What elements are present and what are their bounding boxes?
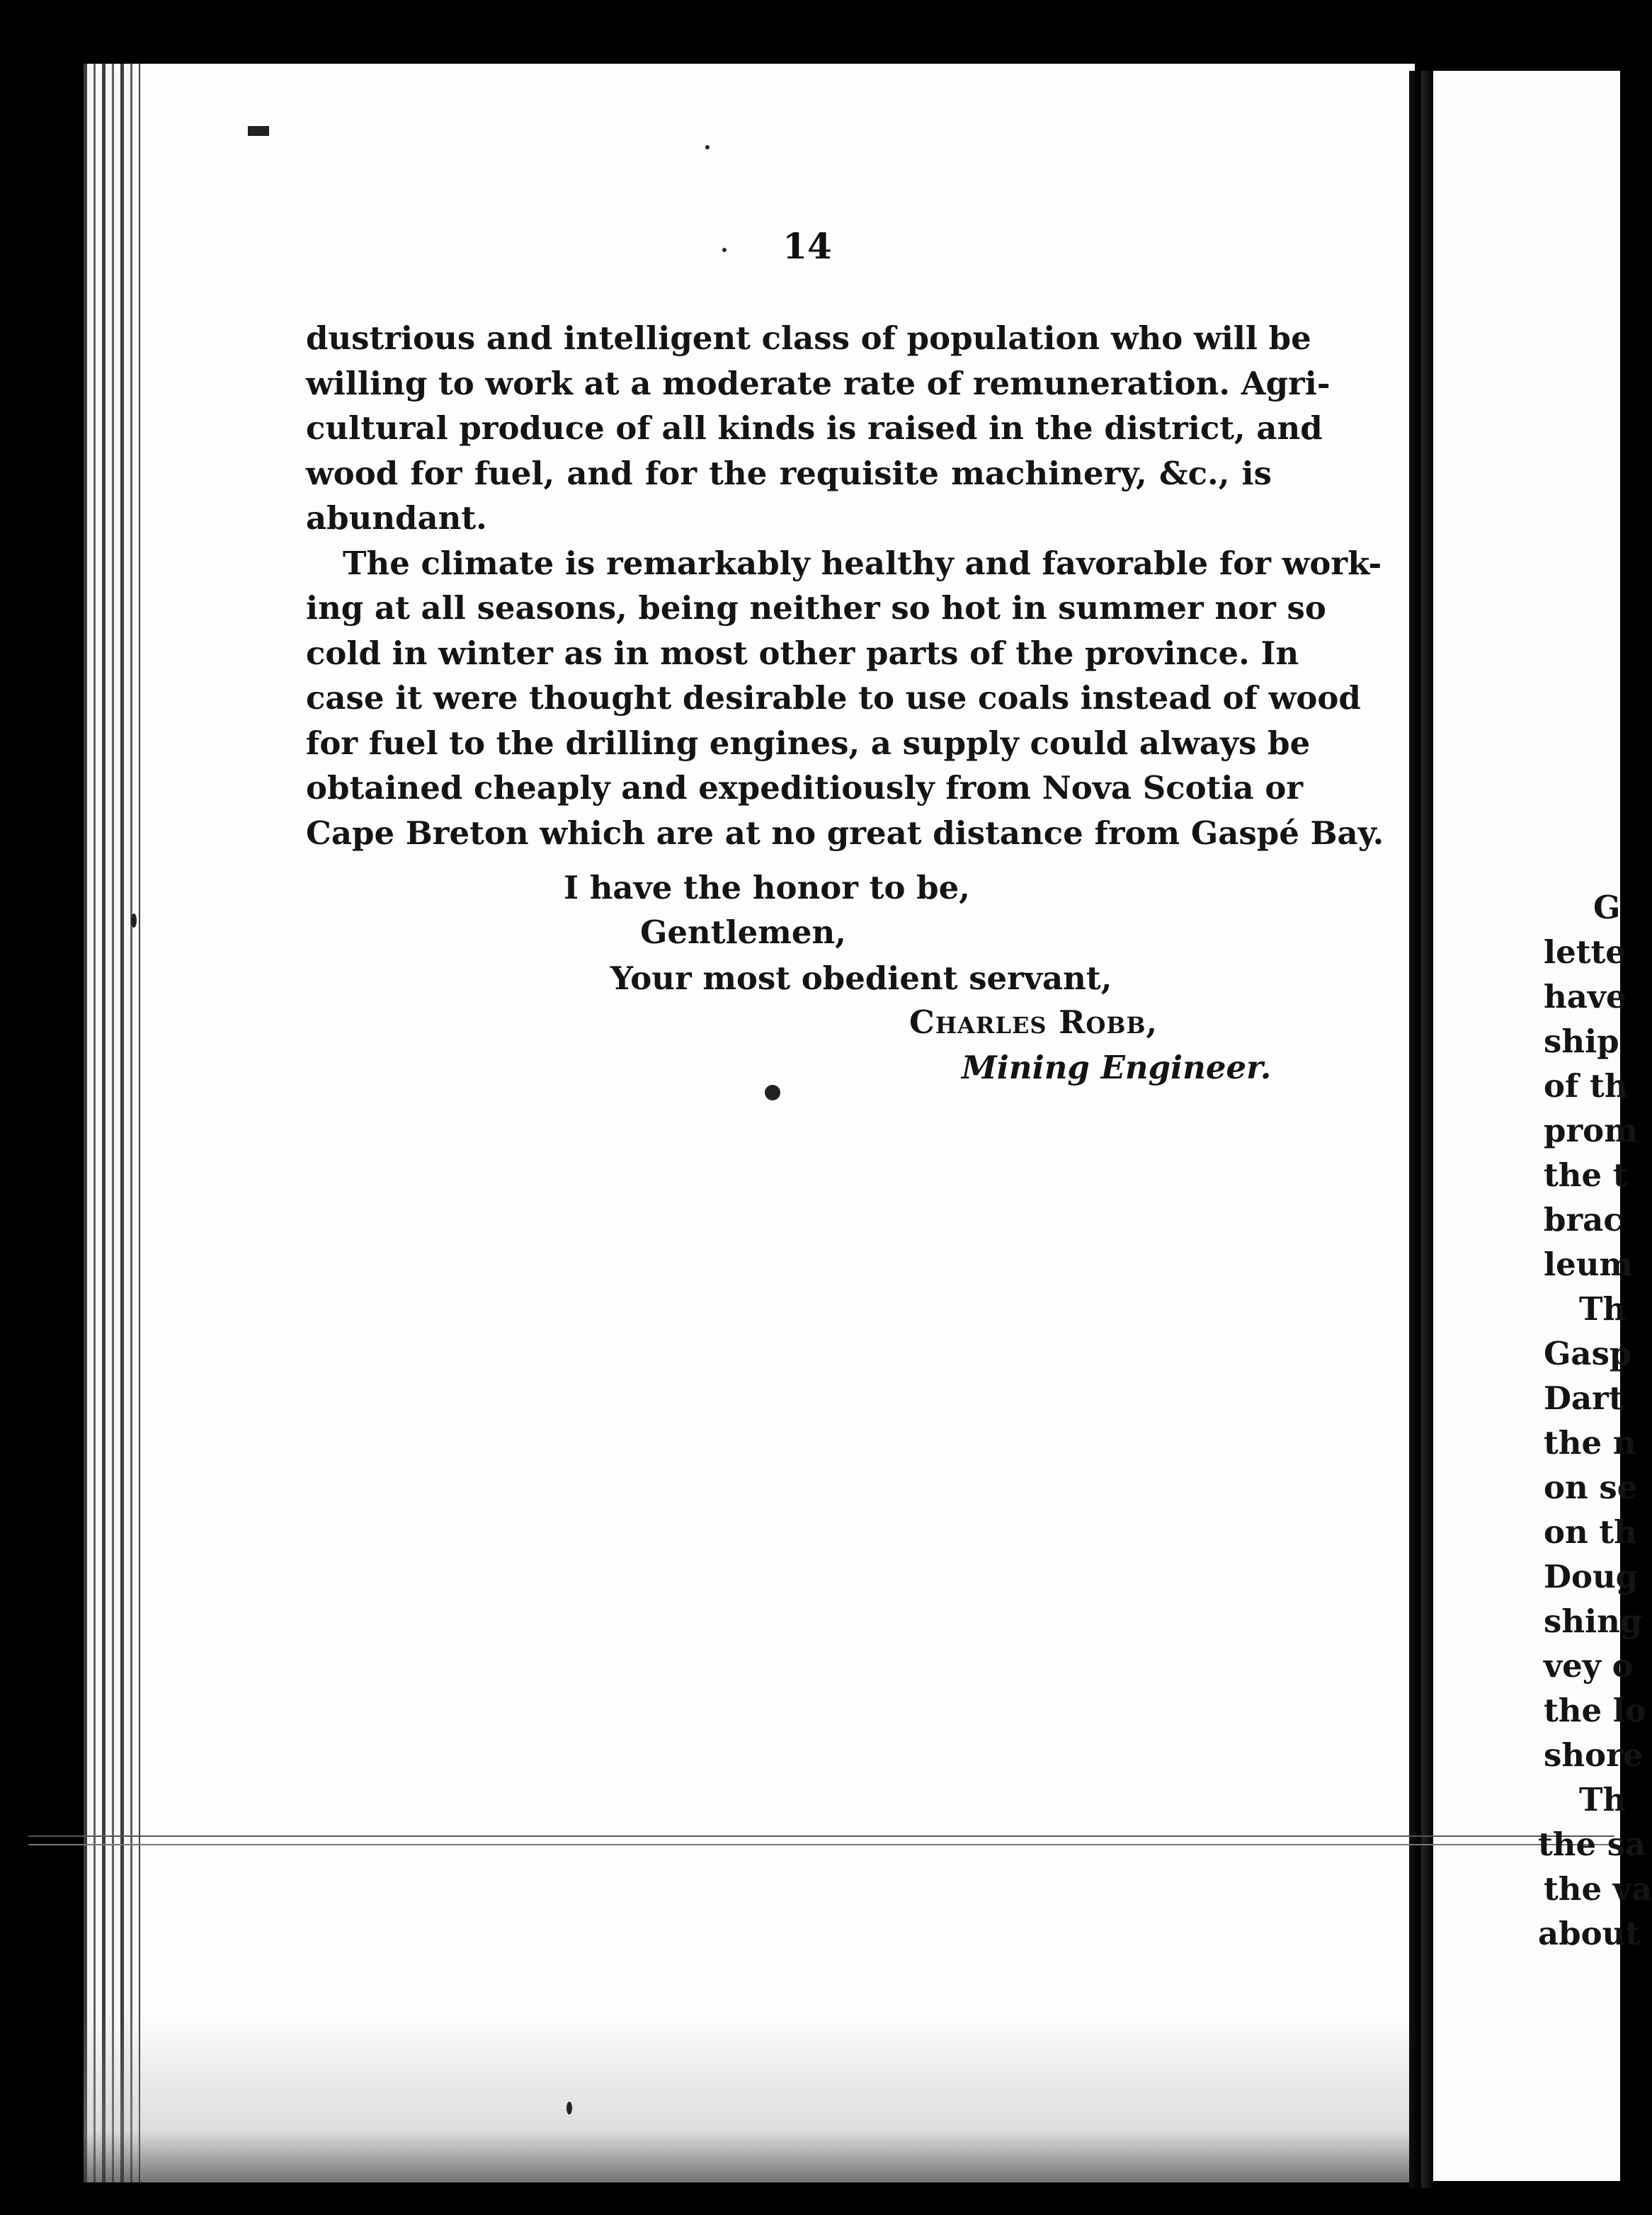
fragment-line: about bbox=[1538, 1915, 1641, 1952]
facing-page-text bbox=[1538, 885, 1652, 1956]
text-line: dustrious and intelligent class of population who will be bbox=[306, 319, 1311, 357]
text-line: willing to work at a moderate rate of remuneration. Agri- bbox=[306, 364, 1331, 402]
scan-rule-line bbox=[28, 1835, 1614, 1845]
body-text bbox=[306, 316, 1384, 855]
text-line: obtained cheaply and expeditiously from Nova Scotia or bbox=[306, 769, 1304, 807]
fragment-line: leum bbox=[1544, 1246, 1634, 1283]
text-line: The climate is remarkably healthy and favorable for work- bbox=[343, 544, 1382, 582]
fragment-line: Th bbox=[1579, 1290, 1627, 1328]
signature-title: Mining Engineer. bbox=[962, 1049, 1272, 1086]
page-stack-edge bbox=[84, 64, 140, 2182]
book-gutter bbox=[1409, 71, 1433, 2188]
ink-blot bbox=[765, 1085, 780, 1100]
text-line: wood for fuel, and for the requisite machinery, &c., is bbox=[306, 454, 1272, 492]
fragment-line: shing bbox=[1544, 1602, 1643, 1640]
text-line: cold in winter as in most other parts of the province. In bbox=[306, 634, 1299, 672]
fragment-line: the lo bbox=[1544, 1692, 1646, 1729]
text-line: case it were thought desirable to use coals instead of wood bbox=[306, 679, 1361, 717]
fragment-line: on se bbox=[1544, 1469, 1638, 1506]
text-line: for fuel to the drilling engines, a supply could always be bbox=[306, 724, 1311, 762]
fragment-line: of th bbox=[1544, 1067, 1628, 1105]
speck bbox=[566, 2102, 572, 2114]
ink-mark bbox=[248, 126, 269, 136]
fragment-line: the va bbox=[1544, 1870, 1652, 1908]
paragraph-1 bbox=[306, 316, 1331, 541]
fragment-line: the t bbox=[1544, 1156, 1628, 1194]
fragment-line: on th bbox=[1544, 1513, 1637, 1551]
closing-line: Your most obedient servant, bbox=[610, 960, 1112, 997]
speck bbox=[131, 913, 137, 928]
fragment-line: the sa bbox=[1538, 1826, 1646, 1863]
text-line: Cape Breton which are at no great distance from Gaspé Bay. bbox=[306, 814, 1384, 852]
fragment-line: have bbox=[1544, 978, 1627, 1015]
fragment-line: G bbox=[1593, 889, 1621, 926]
fragment-line: Th bbox=[1579, 1781, 1627, 1818]
speck bbox=[722, 248, 727, 252]
fragment-line: shore bbox=[1544, 1736, 1644, 1774]
text-line: cultural produce of all kinds is raised in the district, and bbox=[306, 409, 1323, 447]
page-bottom-shading bbox=[84, 2011, 1415, 2182]
page-number: 14 bbox=[782, 225, 832, 267]
fragment-line: the n bbox=[1544, 1424, 1636, 1462]
fragment-line: vey o bbox=[1544, 1647, 1634, 1685]
fragment-line: brac bbox=[1544, 1201, 1623, 1239]
fragment-line: prom bbox=[1544, 1112, 1638, 1149]
text-line: abundant. bbox=[306, 499, 487, 537]
signature-name: Charles Robb, bbox=[909, 1003, 1158, 1041]
fragment-line: lette bbox=[1544, 933, 1626, 971]
fragment-line: Doug bbox=[1544, 1558, 1639, 1595]
text-line: ing at all seasons, being neither so hot in summer nor so bbox=[306, 589, 1326, 627]
fragment-line: Dart bbox=[1544, 1379, 1624, 1417]
fragment-line: Gasp bbox=[1544, 1335, 1632, 1372]
fragment-line: ship bbox=[1544, 1023, 1619, 1060]
salutation: Gentlemen, bbox=[640, 913, 846, 951]
speck bbox=[705, 145, 710, 149]
scan-border-top bbox=[0, 0, 1620, 65]
paragraph-2 bbox=[306, 541, 1384, 856]
closing-line: I have the honor to be, bbox=[564, 869, 970, 906]
